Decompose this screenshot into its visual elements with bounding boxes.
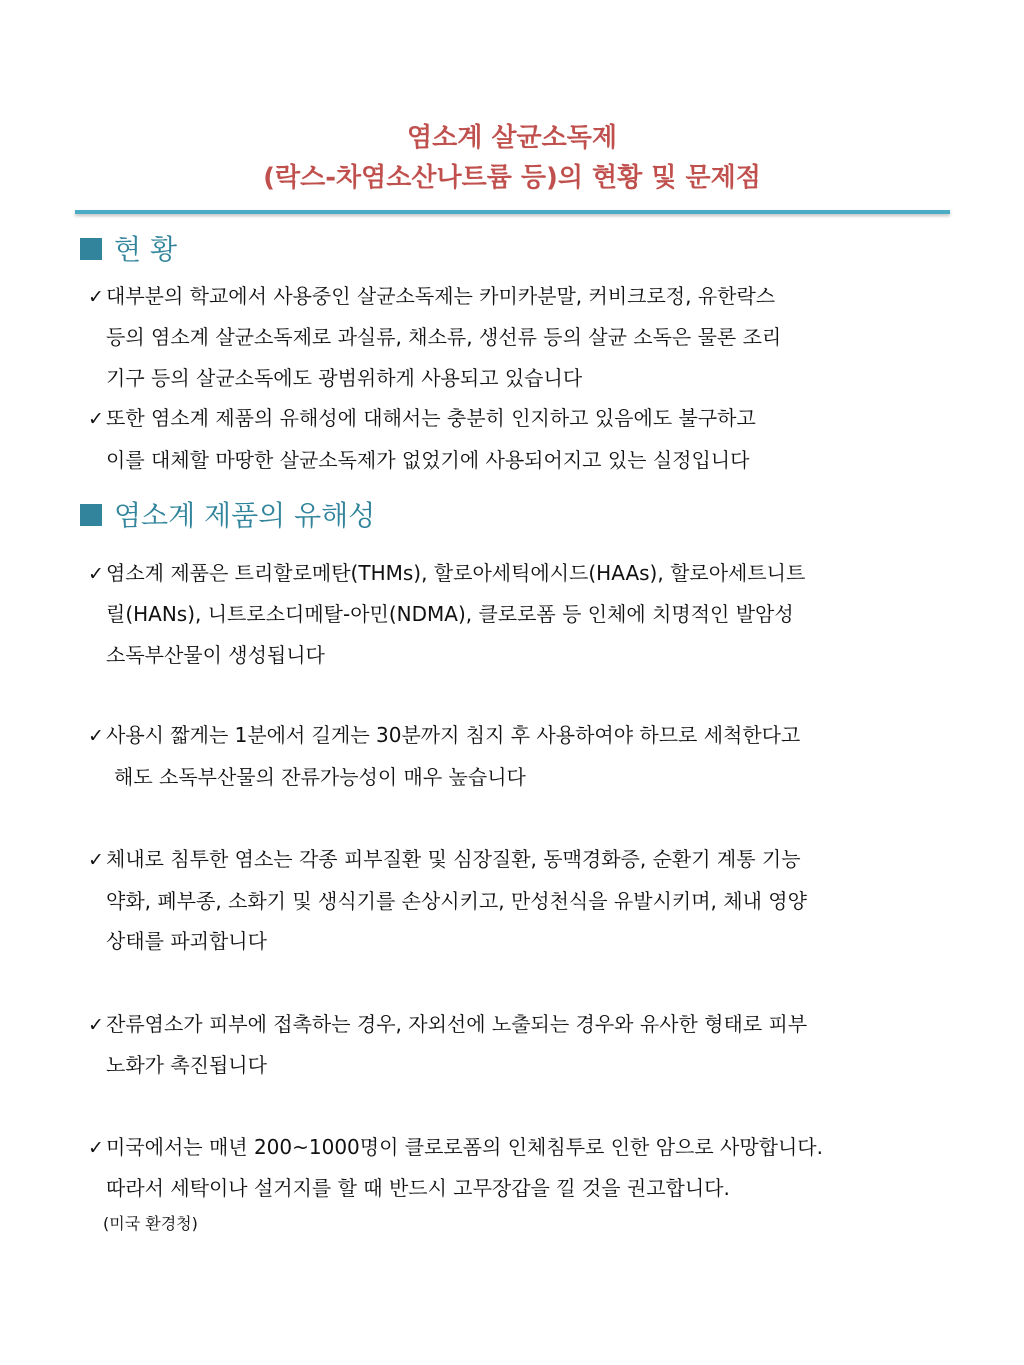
list-item (88, 281, 775, 312)
page-title-line2: (락스-차염소산나트륨 등)의 현황 및 문제점 (263, 163, 761, 193)
check-icon: ✓ (88, 849, 104, 871)
title-divider (75, 210, 950, 214)
list-item-text: 체내로 침투한 염소는 각종 피부질환 및 심장질환, 동맥경화증, 순환기 계통 기능 (106, 847, 801, 871)
list-item-continuation: 약화, 폐부종, 소화기 및 생식기를 손상시키고, 만성천식을 유발시키며, 체내 영양 (106, 889, 807, 913)
list-item (88, 720, 800, 751)
square-icon (80, 238, 102, 260)
list-item-continuation: 릴(HANs), 니트로소디메탈-아민(NDMA), 클로로폼 등 인체에 치명적인 발암성 (106, 602, 794, 626)
list-item-text: 잔류염소가 피부에 접촉하는 경우, 자외선에 노출되는 경우와 유사한 형태로 피부 (106, 1012, 808, 1036)
check-icon: ✓ (88, 286, 104, 308)
check-icon: ✓ (88, 725, 104, 747)
list-item-continuation: 등의 염소계 살균소독제로 과실류, 채소류, 생선류 등의 살균 소독은 물론 조리 (106, 325, 782, 349)
list-item-text: 대부분의 학교에서 사용중인 살균소독제는 카미카분말, 커비크로정, 유한락스 (106, 284, 776, 308)
list-item (88, 1132, 823, 1163)
list-item (88, 403, 756, 434)
list-item (88, 1009, 807, 1040)
section-heading-hazards (80, 498, 375, 534)
check-icon: ✓ (88, 1014, 104, 1036)
section-heading-text: 현 황 (114, 233, 177, 266)
list-item-text: 염소계 제품은 트리할로메탄(THMs), 할로아세틱에시드(HAAs), 할로아세트니트 (106, 561, 806, 585)
list-item-continuation: 노화가 촉진됩니다 (106, 1053, 267, 1077)
list-item (88, 558, 805, 589)
list-item-text: 미국에서는 매년 200~1000명이 클로로폼의 인체침투로 인한 암으로 사망합니다. (106, 1135, 823, 1159)
list-item (88, 844, 801, 875)
list-item-text: 사용시 짧게는 1분에서 길게는 30분까지 침지 후 사용하여야 하므로 세척한다고 (106, 723, 801, 747)
check-icon: ✓ (88, 408, 104, 430)
list-item-continuation: 기구 등의 살균소독에도 광범위하게 사용되고 있습니다 (106, 366, 583, 390)
list-item-continuation: 이를 대체할 마땅한 살균소독제가 없었기에 사용되어지고 있는 실정입니다 (106, 448, 750, 472)
list-item-continuation: 따라서 세탁이나 설거지를 할 때 반드시 고무장갑을 낄 것을 권고합니다. (106, 1176, 730, 1200)
section-heading-status (80, 232, 177, 268)
check-icon: ✓ (88, 1137, 104, 1159)
list-item-text: 또한 염소계 제품의 유해성에 대해서는 충분히 인지하고 있음에도 불구하고 (106, 406, 756, 430)
source-note: (미국 환경청) (103, 1214, 198, 1233)
square-icon (80, 504, 102, 526)
section-heading-text: 염소계 제품의 유해성 (114, 499, 376, 532)
list-item-continuation: 해도 소독부산물의 잔류가능성이 매우 높습니다 (114, 765, 526, 789)
list-item-continuation: 소독부산물이 생성됩니다 (106, 643, 325, 667)
page-title-line1: 염소계 살균소독제 (407, 123, 617, 153)
list-item-continuation: 상태를 파괴합니다 (106, 929, 267, 953)
check-icon: ✓ (88, 563, 104, 585)
